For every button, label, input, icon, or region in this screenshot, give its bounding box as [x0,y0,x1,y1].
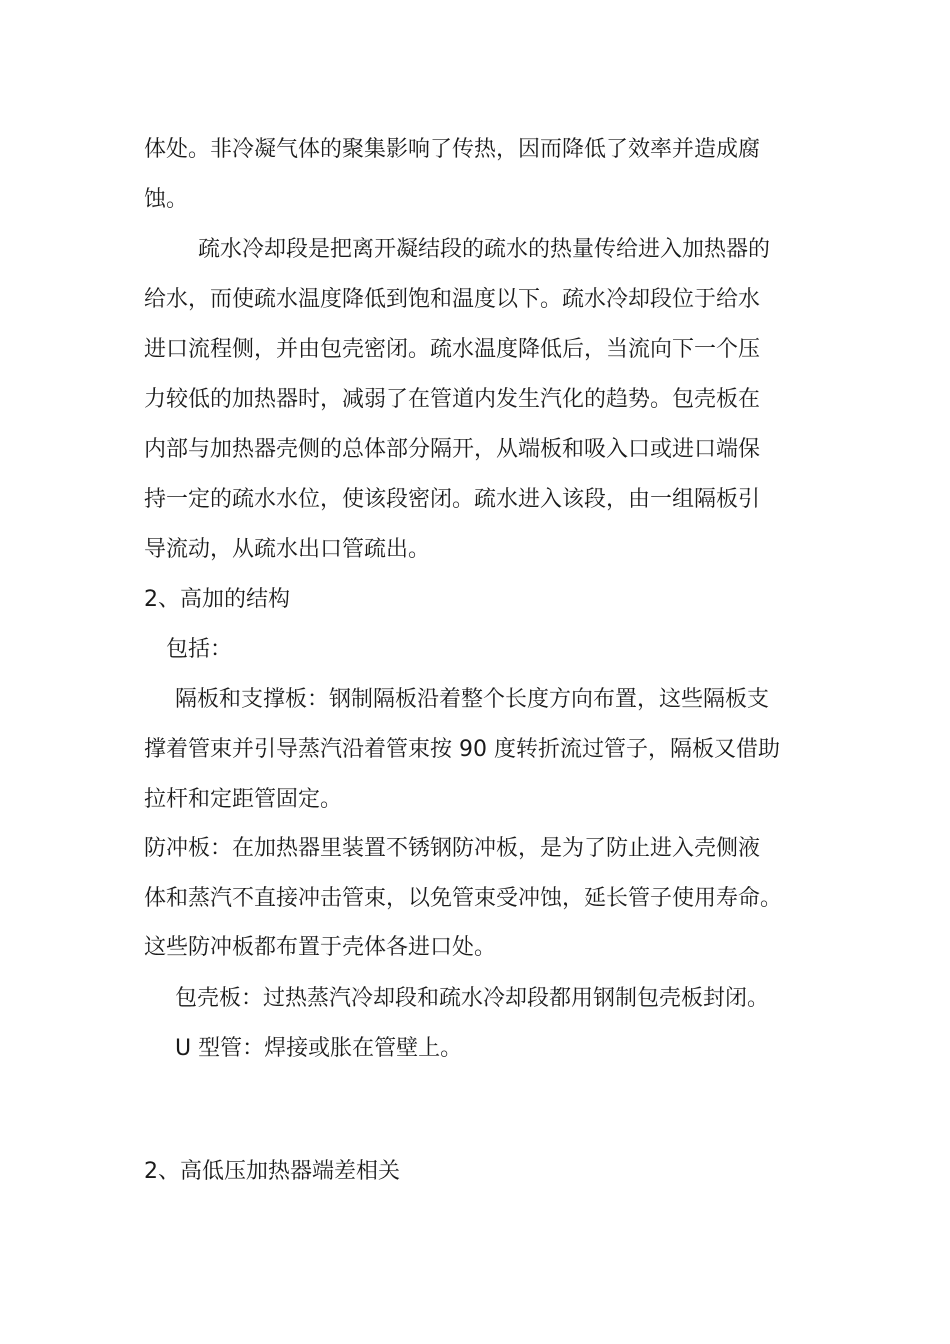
text-line: 持一定的疏水水位，使该段密闭。疏水进入该段，由一组隔板引 [144,487,761,512]
text-line: 力较低的加热器时，减弱了在管道内发生汽化的趋势。包壳板在 [144,387,761,412]
text-line: 导流动，从疏水出口管疏出。 [144,537,431,562]
text-line: 拉杆和定距管固定。 [144,787,343,812]
text-line: 进口流程侧，并由包壳密闭。疏水温度降低后，当流向下一个压 [144,337,761,362]
text-line: 包括： [166,637,233,662]
text-line: 给水，而使疏水温度降低到饱和温度以下。疏水冷却段位于给水 [144,287,761,312]
text-line: 蚀。 [144,187,189,212]
text-line: U 型管：焊接或胀在管壁上。 [175,1036,463,1061]
text-line: 体和蒸汽不直接冲击管束，以免管束受冲蚀，延长管子使用寿命。 [144,886,783,911]
text-line: 这些防冲板都布置于壳体各进口处。 [144,935,497,960]
section-heading: 2、高低压加热器端差相关 [144,1159,400,1184]
text-line: 疏水冷却段是把离开凝结段的疏水的热量传给进入加热器的 [198,237,771,262]
text-line: 体处。非冷凝气体的聚集影响了传热，因而降低了效率并造成腐 [144,137,761,162]
text-line: 防冲板：在加热器里装置不锈钢防冲板，是为了防止进入壳侧液 [144,836,761,861]
text-line: 包壳板：过热蒸汽冷却段和疏水冷却段都用钢制包壳板封闭。 [175,986,770,1011]
text-line: 内部与加热器壳侧的总体部分隔开，从端板和吸入口或进口端保 [144,437,761,462]
text-line: 隔板和支撑板：钢制隔板沿着整个长度方向布置，这些隔板支 [175,687,770,712]
text-line: 撑着管束并引导蒸汽沿着管束按 90 度转折流过管子，隔板又借助 [144,737,780,762]
section-heading: 2、高加的结构 [144,587,290,612]
